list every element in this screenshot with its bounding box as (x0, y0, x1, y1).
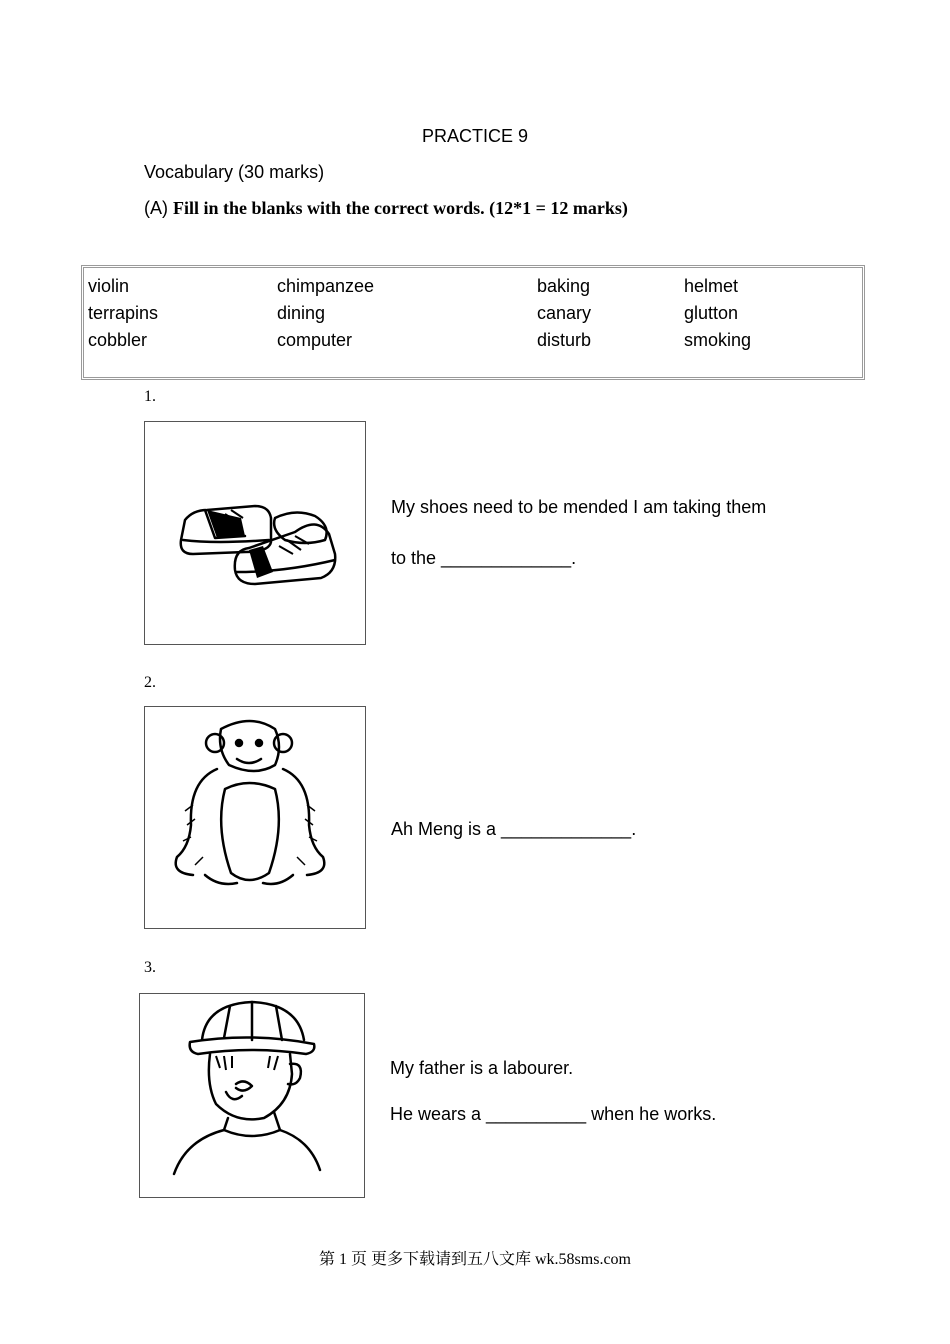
question-number: 1. (144, 388, 156, 405)
question-number: 3. (144, 959, 156, 976)
word-bank-word: terrapins (88, 303, 159, 323)
question-sentence: He wears a __________ when he works. (390, 1104, 717, 1124)
chimpanzee-icon (145, 707, 364, 927)
labourer-icon (140, 994, 363, 1196)
page-footer: 第 1 页 更多下载请到五八文库 wk.58sms.com (318, 1251, 631, 1268)
word-bank-word: dining (277, 303, 326, 323)
instruction-label: (A) (144, 198, 168, 218)
question-number: 2. (144, 674, 156, 691)
word-bank-word: chimpanzee (277, 276, 375, 296)
word-bank-word: computer (277, 330, 353, 350)
word-bank-word: smoking (684, 330, 752, 350)
instruction-text: Fill in the blanks with the correct words. (12*1 = 12 marks) (173, 198, 628, 218)
word-bank-word: baking (537, 276, 591, 296)
word-bank-word: violin (88, 276, 130, 296)
page-title: PRACTICE 9 (421, 126, 529, 146)
shoes-icon (145, 422, 364, 643)
instruction (144, 198, 628, 219)
shoes-picture (144, 421, 366, 645)
word-bank-word: disturb (537, 330, 592, 350)
question-sentence: My father is a labourer. (390, 1058, 574, 1078)
section-heading: Vocabulary (30 marks) (144, 162, 325, 182)
word-bank-word: glutton (684, 303, 739, 323)
labourer-picture (139, 993, 365, 1198)
word-bank (81, 265, 865, 380)
chimpanzee-picture (144, 706, 366, 929)
word-bank-word: cobbler (88, 330, 148, 350)
word-bank-word: helmet (684, 276, 739, 296)
word-bank-word: canary (537, 303, 592, 323)
question-sentence: to the _____________. (391, 548, 577, 568)
question-sentence: Ah Meng is a _____________. (391, 819, 637, 839)
question-sentence: My shoes need to be mended I am taking them (391, 497, 767, 517)
